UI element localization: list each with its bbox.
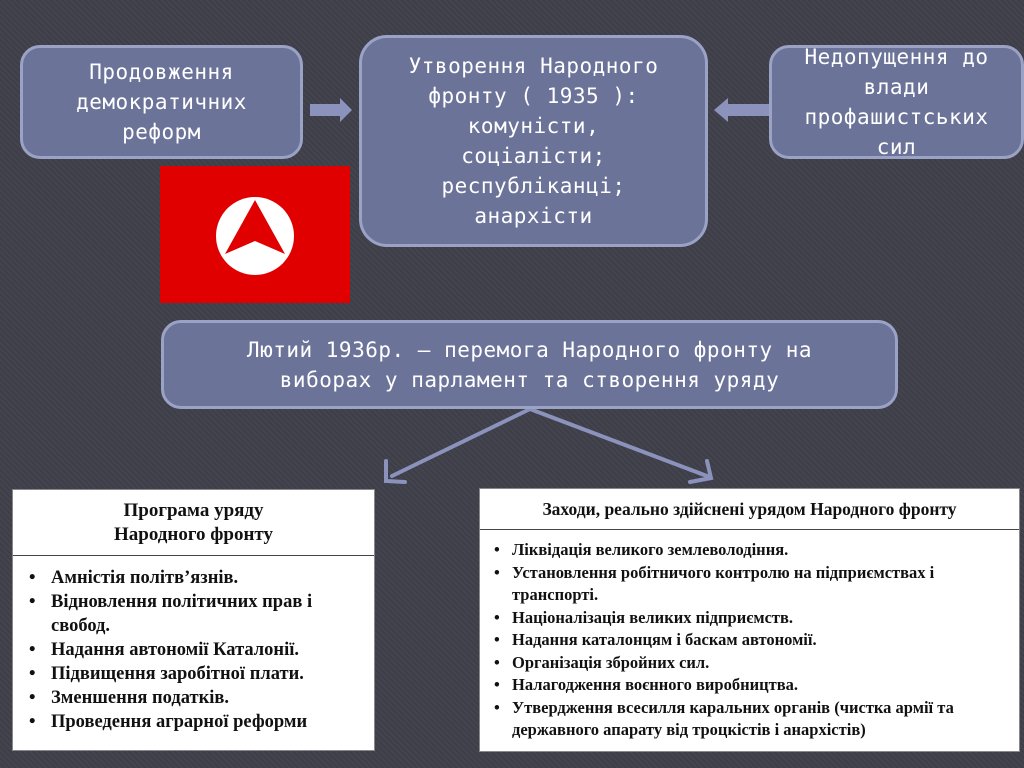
list-item: • Надання автономії Каталонії.	[27, 638, 366, 662]
list-item: • Підвищення заробітної плати.	[27, 662, 366, 686]
box-line: сил	[876, 135, 917, 159]
triangle-circle-emblem-icon	[160, 166, 350, 303]
panel-title: Заходи, реально здійснені урядом Народного фронту	[542, 499, 957, 519]
list-item: • Відновлення політичних прав і свобод.	[27, 590, 366, 638]
election-victory-box	[161, 320, 898, 409]
box-line: комуністи,	[467, 114, 600, 138]
box-line: Лютий 1936р. – перемога Народного фронту на	[246, 337, 813, 362]
list-item: • Ліквідація великого землеволодіння.	[492, 539, 1011, 562]
panel-header	[13, 490, 374, 556]
box-line: влади	[863, 75, 930, 99]
list-item: • Організація збройних сил.	[492, 652, 1011, 675]
box-line: анархісти	[474, 204, 593, 228]
box-line: Утворення Народного	[408, 54, 659, 78]
popular-front-box	[359, 35, 708, 247]
list-item: • Націоналізація великих підприємств.	[492, 607, 1011, 630]
implemented-measures-panel	[479, 488, 1020, 752]
list-item: • Установлення робітничого контролю на підприємствах і транспорті.	[492, 562, 1011, 607]
democratic-reforms-box	[20, 45, 303, 159]
list-item: • Утвердження всесилля каральних органів (чистка армії та державного апарату від троцкістів і анархістів)	[492, 697, 1011, 742]
box-line: Продовження	[89, 60, 234, 84]
box-line: демократичних	[76, 90, 247, 114]
box-line: Недопущення до	[804, 45, 989, 69]
list-item: • Надання каталонцям і баскам автономії.	[492, 629, 1011, 652]
list-item: • Проведення аграрної реформи	[27, 710, 366, 734]
box-line: реформ	[122, 120, 201, 144]
program-list	[13, 556, 374, 734]
box-line: республіканці;	[441, 174, 626, 198]
arrow-left-icon	[714, 98, 770, 122]
panel-header	[480, 489, 1019, 530]
list-item: • Налагодження воєнного виробництва.	[492, 674, 1011, 697]
popular-front-flag	[160, 166, 350, 303]
government-program-panel	[12, 489, 375, 751]
prevent-fascists-box	[769, 45, 1024, 159]
list-item: • Амністія політв’язнів.	[27, 566, 366, 590]
measures-list	[480, 530, 1019, 742]
arrow-right-icon	[310, 98, 352, 122]
branch-line-left	[392, 409, 530, 476]
list-item: • Зменшення податків.	[27, 686, 366, 710]
box-line: виборах у парламент та створення уряду	[279, 367, 780, 392]
box-line: профашистських	[804, 105, 989, 129]
box-line: фронту ( 1935 ):	[428, 84, 639, 108]
branch-line-right	[530, 409, 707, 476]
box-line: соціалісти;	[461, 144, 606, 168]
panel-title-line: Програма уряду	[123, 500, 264, 521]
panel-title-line: Народного фронту	[113, 524, 273, 545]
